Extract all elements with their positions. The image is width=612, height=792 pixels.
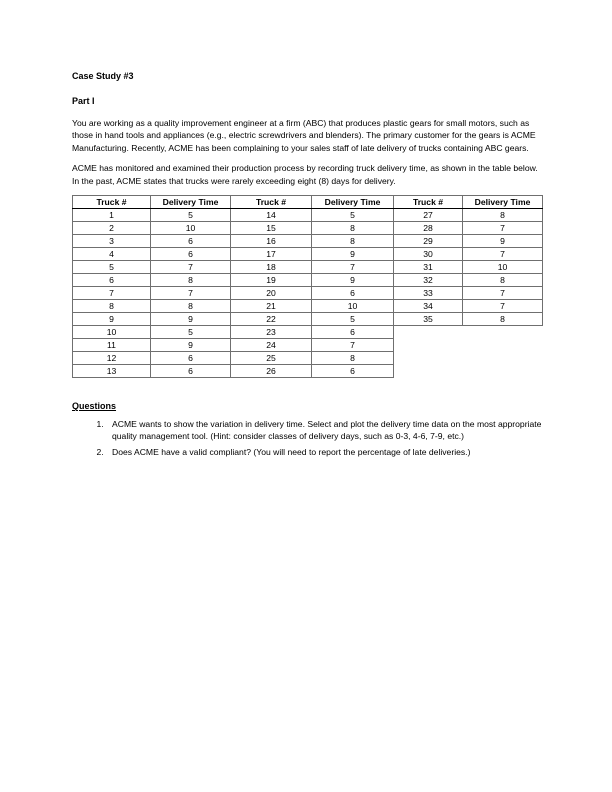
table-cell: 8 <box>312 352 394 365</box>
table-row <box>73 326 543 339</box>
table-cell: 7 <box>73 287 151 300</box>
table-cell: 4 <box>73 248 151 261</box>
table-cell: 9 <box>312 274 394 287</box>
column-header: Truck # <box>73 196 151 209</box>
table-cell: 21 <box>231 300 312 313</box>
table-cell: 31 <box>394 261 463 274</box>
table-cell: 25 <box>231 352 312 365</box>
questions-heading: Questions <box>72 401 117 412</box>
table-cell: 7 <box>463 300 543 313</box>
table-cell: 6 <box>151 352 231 365</box>
table-header-row <box>73 196 543 209</box>
table-cell: 9 <box>463 235 543 248</box>
table-row <box>73 313 543 326</box>
table-cell: 28 <box>394 222 463 235</box>
data-description-paragraph: ACME has monitored and examined their production process by recording truck delivery time, as shown in the table below. In the past, ACME states that trucks were rarely exceeding eight (8) days for delivery. <box>72 163 538 186</box>
table-cell <box>394 365 463 378</box>
table-row <box>73 248 543 261</box>
table-cell: 9 <box>73 313 151 326</box>
table-row <box>73 222 543 235</box>
table-cell: 30 <box>394 248 463 261</box>
table-cell: 23 <box>231 326 312 339</box>
table-cell: 8 <box>463 274 543 287</box>
table-cell: 13 <box>73 365 151 378</box>
table-cell <box>463 339 543 352</box>
question-item: 1. ACME wants to show the variation in delivery time. Select and plot the delivery time data on the most appropriate quality management tool. (Hint: consider classes of delivery days, such as 0-3, 4-6, 7-9, etc.) <box>106 418 542 443</box>
table-cell: 5 <box>151 326 231 339</box>
table-cell <box>463 326 543 339</box>
table-cell: 26 <box>231 365 312 378</box>
table-cell: 8 <box>151 274 231 287</box>
table-cell: 8 <box>312 235 394 248</box>
delivery-time-table <box>72 195 543 378</box>
questions-list <box>72 418 542 458</box>
table-cell: 33 <box>394 287 463 300</box>
column-header: Delivery Time <box>151 196 231 209</box>
table-cell: 11 <box>73 339 151 352</box>
table-cell: 8 <box>312 222 394 235</box>
table-row <box>73 261 543 274</box>
table-cell: 6 <box>73 274 151 287</box>
table-cell: 7 <box>463 287 543 300</box>
part-title: Part I <box>72 96 95 106</box>
table-cell: 12 <box>73 352 151 365</box>
table-cell: 15 <box>231 222 312 235</box>
table-cell <box>463 365 543 378</box>
table-cell: 6 <box>312 287 394 300</box>
table-cell: 1 <box>73 209 151 222</box>
table-row <box>73 209 543 222</box>
table-cell: 9 <box>312 248 394 261</box>
table-cell: 9 <box>151 313 231 326</box>
table-cell: 8 <box>151 300 231 313</box>
table-row <box>73 352 543 365</box>
table-body <box>73 209 543 378</box>
table-row <box>73 339 543 352</box>
table-cell: 7 <box>151 287 231 300</box>
table-cell: 34 <box>394 300 463 313</box>
table-cell: 8 <box>463 313 543 326</box>
table-cell: 7 <box>463 248 543 261</box>
table-cell: 7 <box>312 261 394 274</box>
table-cell: 10 <box>463 261 543 274</box>
table-cell: 22 <box>231 313 312 326</box>
case-title: Case Study #3 <box>72 71 134 81</box>
table-cell: 29 <box>394 235 463 248</box>
table-cell: 27 <box>394 209 463 222</box>
column-header: Delivery Time <box>463 196 543 209</box>
table-cell: 8 <box>463 209 543 222</box>
table-cell: 8 <box>73 300 151 313</box>
table-cell: 5 <box>73 261 151 274</box>
table-row <box>73 274 543 287</box>
table-cell: 5 <box>151 209 231 222</box>
table-cell: 10 <box>312 300 394 313</box>
question-item: 2. Does ACME have a valid compliant? (You will need to report the percentage of late deliveries.) <box>106 446 542 458</box>
table-cell: 7 <box>151 261 231 274</box>
table-cell: 7 <box>463 222 543 235</box>
table-cell: 19 <box>231 274 312 287</box>
table-cell: 16 <box>231 235 312 248</box>
table-cell <box>394 352 463 365</box>
table-cell: 6 <box>312 365 394 378</box>
table-cell: 35 <box>394 313 463 326</box>
table-cell: 6 <box>151 248 231 261</box>
table-cell: 32 <box>394 274 463 287</box>
table-cell: 17 <box>231 248 312 261</box>
table-cell: 3 <box>73 235 151 248</box>
table-row <box>73 287 543 300</box>
table-cell: 14 <box>231 209 312 222</box>
document-page <box>72 70 542 461</box>
table-row <box>73 365 543 378</box>
table-row <box>73 300 543 313</box>
table-cell: 6 <box>312 326 394 339</box>
table-cell: 6 <box>151 365 231 378</box>
table-cell: 9 <box>151 339 231 352</box>
column-header: Truck # <box>394 196 463 209</box>
table-cell <box>463 352 543 365</box>
table-cell: 20 <box>231 287 312 300</box>
table-cell: 6 <box>151 235 231 248</box>
table-cell <box>394 339 463 352</box>
table-row <box>73 235 543 248</box>
table-cell: 18 <box>231 261 312 274</box>
table-cell: 5 <box>312 209 394 222</box>
table-cell: 2 <box>73 222 151 235</box>
column-header: Delivery Time <box>312 196 394 209</box>
intro-paragraph: You are working as a quality improvement engineer at a firm (ABC) that produces plastic gears for small motors, such as those in hand tools and appliances (e.g., electric screwdrivers and blenders). The primary customer for the gears is ACME Manufacturing. Recently, ACME has been complaining to your sales staff of late delivery of trucks containing ABC gears. <box>72 118 536 153</box>
table-cell: 10 <box>73 326 151 339</box>
table-cell: 7 <box>312 339 394 352</box>
column-header: Truck # <box>231 196 312 209</box>
table-cell <box>394 326 463 339</box>
table-cell: 10 <box>151 222 231 235</box>
table-cell: 5 <box>312 313 394 326</box>
table-cell: 24 <box>231 339 312 352</box>
